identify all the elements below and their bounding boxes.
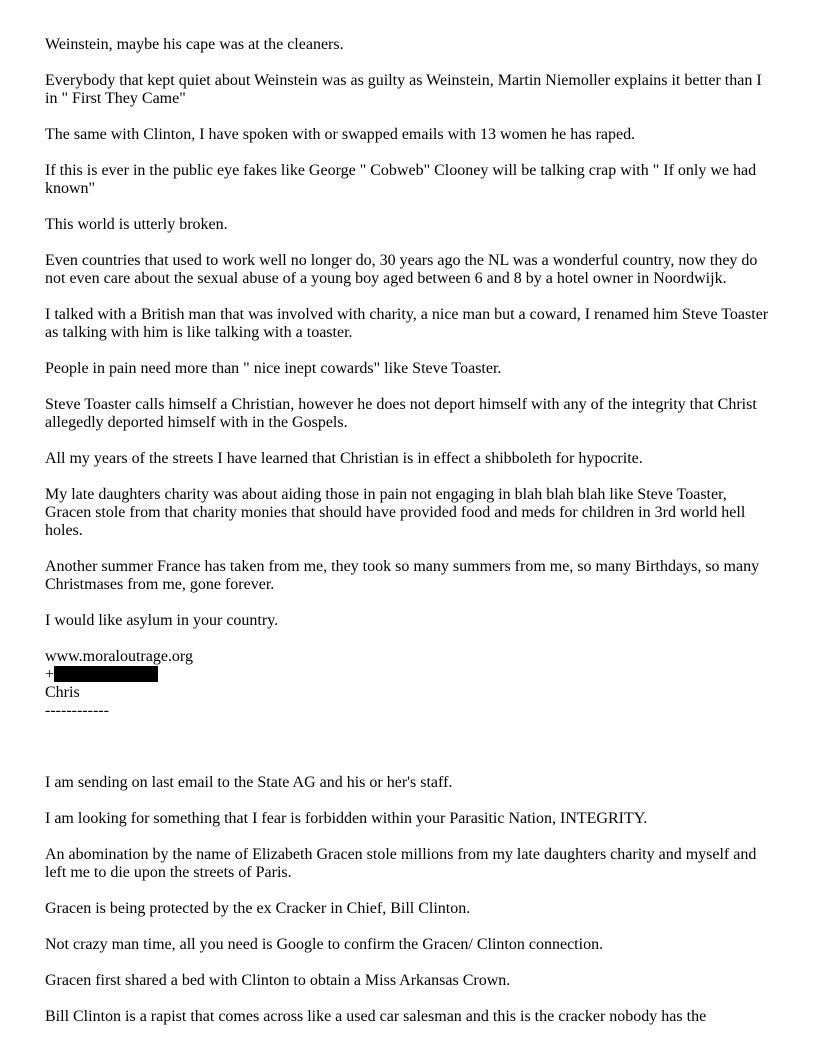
email-body-part-2 [45,774,773,1026]
paragraph: My late daughters charity was about aiding those in pain not engaging in blah blah blah like Steve Toaster, Gracen stole from that charity monies that should have provided food and meds for children in 3rd world hell holes. [45,486,746,539]
paragraph: Everybody that kept quiet about Weinstein was as guilty as Weinstein, Martin Niemoller explains it better than I in " First They Came" [45,72,762,107]
paragraph: I am looking for something that I fear is forbidden within your Parasitic Nation, INTEGRITY. [45,810,648,827]
paragraph: If this is ever in the public eye fakes like George " Cobweb" Clooney will be talking crap with " If only we had known" [45,162,757,197]
signature-block [45,648,773,720]
redaction-bar [54,666,158,682]
paragraph: I would like asylum in your country. [45,612,279,629]
signature-separator: ------------ [45,702,109,719]
phone-prefix: + [45,666,55,683]
paragraph: Gracen first shared a bed with Clinton to obtain a Miss Arkansas Crown. [45,972,511,989]
signature-name: Chris [45,684,80,701]
paragraph: Steve Toaster calls himself a Christian, however he does not deport himself with any of the integrity that Christ allegedly deported himself with in the Gospels. [45,396,757,431]
email-document [45,36,773,1044]
paragraph: The same with Clinton, I have spoken with or swapped emails with 13 women he has raped. [45,126,636,143]
paragraph: People in pain need more than " nice inept cowards" like Steve Toaster. [45,360,502,377]
paragraph: Not crazy man time, all you need is Google to confirm the Gracen/ Clinton connection. [45,936,604,953]
paragraph: Bill Clinton is a rapist that comes across like a used car salesman and this is the cracker nobody has the [45,1008,707,1025]
paragraph: All my years of the streets I have learned that Christian is in effect a shibboleth for hypocrite. [45,450,643,467]
paragraph: Even countries that used to work well no longer do, 30 years ago the NL was a wonderful country, now they do not even care about the sexual abuse of a young boy aged between 6 and 8 by a hotel owner in Noordwijk. [45,252,758,287]
signature-website: www.moraloutrage.org [45,648,193,665]
paragraph: Weinstein, maybe his cape was at the cleaners. [45,36,344,53]
paragraph: An abomination by the name of Elizabeth Gracen stole millions from my late daughters charity and myself and left me to die upon the streets of Paris. [45,846,757,881]
paragraph: This world is utterly broken. [45,216,228,233]
email-body-part-1 [45,36,773,630]
paragraph: Gracen is being protected by the ex Cracker in Chief, Bill Clinton. [45,900,471,917]
paragraph: Another summer France has taken from me, they took so many summers from me, so many Birthdays, so many Christmases from me, gone forever. [45,558,760,593]
signature-phone [45,666,773,684]
paragraph: I am sending on last email to the State AG and his or her's staff. [45,774,453,791]
paragraph: I talked with a British man that was involved with charity, a nice man but a coward, I renamed him Steve Toaster as talking with him is like talking with a toaster. [45,306,769,341]
